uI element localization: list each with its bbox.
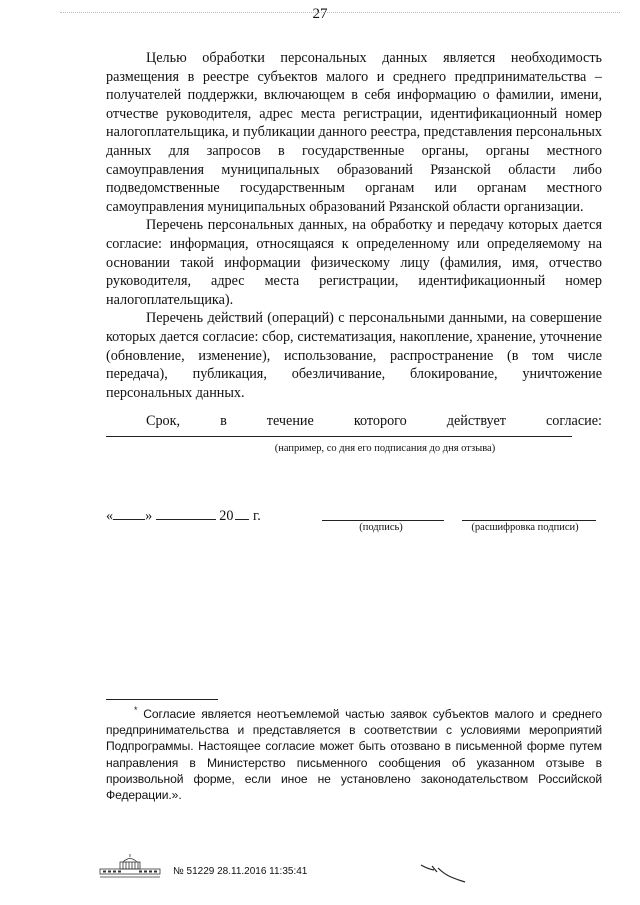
consent-body (106, 49, 602, 402)
purpose-paragraph: Целью обработки персональных данных является необходимость размещения в реестре субъектов малого и среднего предпринимательства – получателей поддержки, включающем в себя информацию о фамилии, имени, отчестве руководителя, адрес места регистрации, идентификационный номер налогоплательщика, и публикации данного реестра, представления персональных данных для запросов в государственные органы, органы местного самоуправления муниципальных образований Рязанской области либо подведомственные государственным органам или органам местного самоуправления муниципальных образований Рязанской области организации. (106, 50, 602, 215)
term-word: действует (446, 413, 506, 429)
month-blank[interactable] (156, 506, 216, 520)
year-suffix: г. (253, 508, 261, 524)
consent-term-row (106, 413, 602, 430)
header-divider (60, 12, 620, 13)
document-registration-id: № 51229 28.11.2016 11:35:41 (173, 866, 308, 877)
footnote-marker: * (134, 705, 138, 715)
year-prefix: 20 (219, 508, 234, 524)
term-word: которого (353, 413, 407, 429)
signature-transcript-caption: (расшифровка подписи) (471, 522, 579, 533)
quote-open: « (106, 508, 114, 524)
term-word: согласие: (545, 413, 602, 429)
government-building-seal-icon (98, 853, 162, 879)
signature-transcript-field[interactable] (462, 520, 596, 521)
year-blank[interactable] (235, 506, 249, 520)
handwritten-signature-mark (418, 855, 468, 883)
signature-caption: (подпись) (359, 522, 403, 533)
consent-term-field[interactable] (106, 436, 572, 437)
footnote (106, 702, 602, 803)
signature-field[interactable] (322, 520, 444, 521)
footnote-separator (106, 699, 218, 700)
day-blank[interactable] (113, 506, 145, 520)
quote-close: » (145, 508, 153, 524)
consent-term-hint: (например, со дня его подписания до дня отзыва) (274, 443, 496, 454)
term-word: течение (266, 413, 314, 429)
date-field[interactable] (106, 506, 261, 525)
page-number: 27 (312, 6, 328, 22)
footnote-text: Согласие является неотъемлемой частью заявок субъектов малого и среднего предпринимательства и представляется в соответствии с условиями мероприятий Подпрограммы. Настоящее согласие может быть отозвано в письменной форме путем направления в Министерство письменного сообщения об указанном отзыве в произвольной форме, если иное не установлено законодательством Российской Федерации.». (106, 707, 602, 803)
term-word: в (220, 413, 227, 429)
actions-paragraph: Перечень действий (операций) с персональными данными, на совершение которых дается согласие: сбор, систематизация, накопление, хранение, уточнение (обновление, изменение), использование, распространение (в том числе передача), публикация, обезличивание, блокирование, уничтожение персональных данных. (106, 310, 602, 401)
term-word: Срок, (146, 413, 181, 429)
data-list-paragraph: Перечень персональных данных, на обработку и передачу которых дается согласие: информация, относящаяся к определенному или определяемому на основании такой информации физическому лицу (фамилия, имя, отчество руководителя, адрес места регистрации, идентификационный номер налогоплательщика). (106, 217, 602, 308)
